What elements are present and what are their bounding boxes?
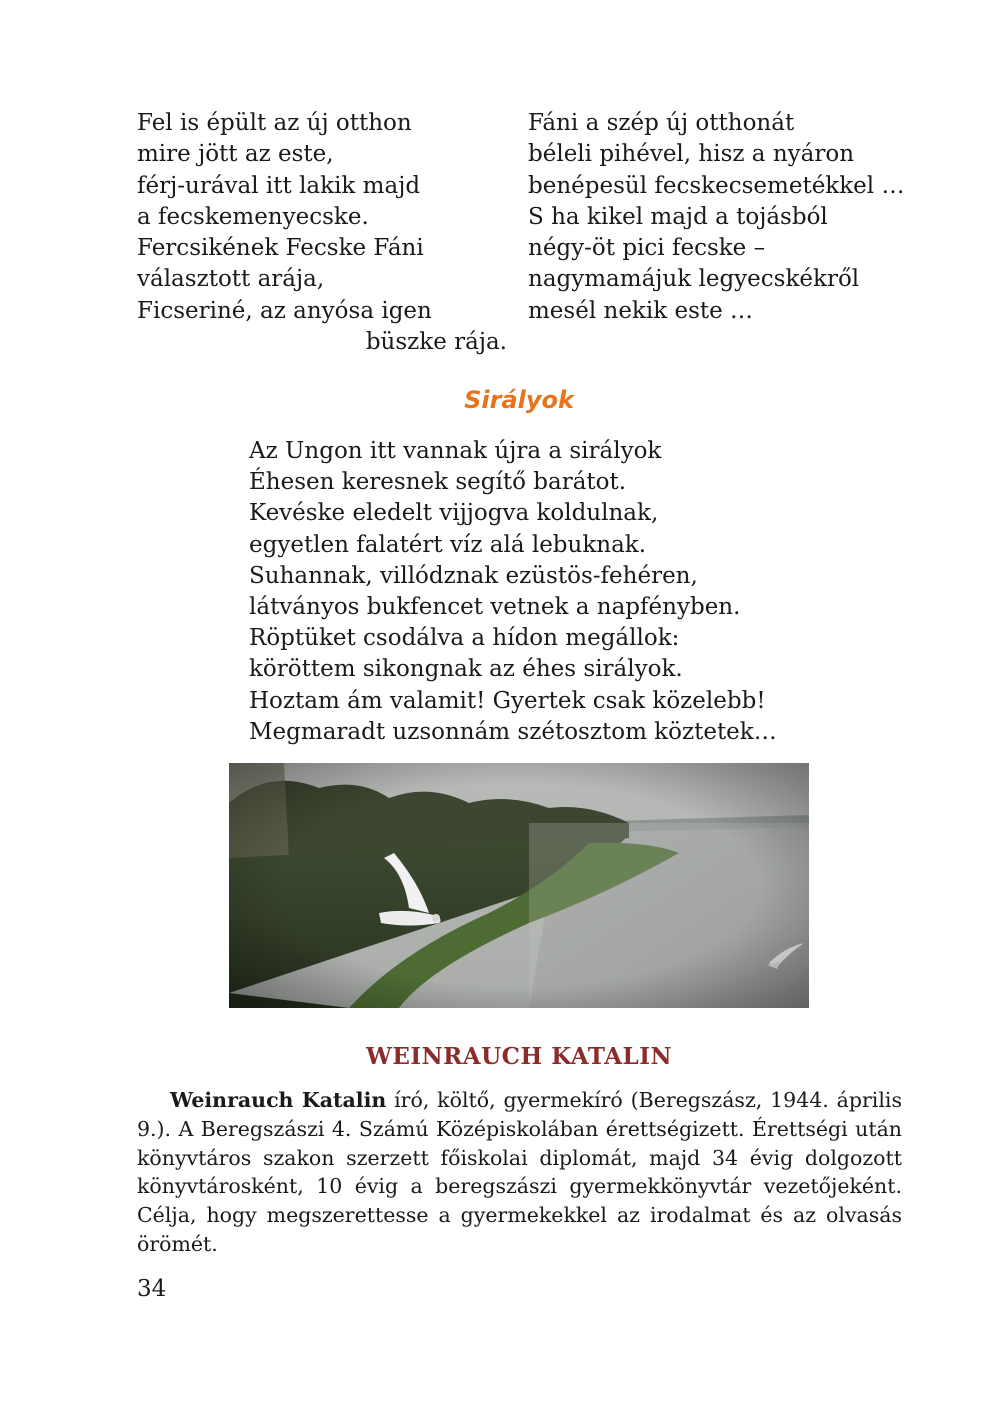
author-bio-text: író, költő, gyermekíró (Beregszász, 1944. április 9.). A Beregszászi 4. Számú Középiskolában érettségizett. Érettségi után könyvtáros szakon szerzett főiskolai diplomát, majd 34 évig dolgozott könyvtárosként, 10 évig a beregszászi gyermekkönyvtár vezetőjeként. Célja, hogy megszerettesse a gyermekekkel az irodalmat és az olvasás örömét. xyxy=(137,1088,902,1256)
poem-line: választott arája, xyxy=(137,266,325,293)
author-name: Weinrauch Katalin xyxy=(170,1088,387,1112)
poem-line: Röptüket csodálva a hídon megállok: xyxy=(249,625,680,652)
poem-line: férj-urával itt lakik majd xyxy=(137,172,421,199)
poem-line: S ha kikel majd a tojásból xyxy=(528,203,828,230)
poem-line: Fáni a szép új otthonát xyxy=(528,110,795,136)
poem-line: Fel is épült az új otthon xyxy=(137,110,412,136)
poem-line: mesél nekik este … xyxy=(528,297,754,324)
poem-line: büszke rája. xyxy=(365,329,507,356)
poem-line: Ficseriné, az anyósa igen xyxy=(137,297,432,324)
poem-line: Az Ungon itt vannak újra a sirályok xyxy=(249,438,662,464)
seagull-river-photo xyxy=(229,763,809,1008)
poem-line: Éhesen keresnek segítő barátot. xyxy=(249,469,627,496)
poem-line: a fecskemenyecske. xyxy=(137,203,369,230)
poem-line: benépesül fecskecsemetékkel … xyxy=(528,172,905,199)
poem-left-column xyxy=(137,108,507,358)
poem-right-column xyxy=(528,108,918,327)
author-heading: WEINRAUCH KATALIN xyxy=(365,1043,672,1070)
poem-line: Hoztam ám valamit! Gyertek csak közelebb! xyxy=(249,687,766,714)
poem-title: Sirályok xyxy=(464,386,574,414)
poem-line: Kevéske eledelt vijjogva koldulnak, xyxy=(249,500,659,527)
poem-line: nagymamájuk legyecskékről xyxy=(528,266,860,293)
poem-line: béleli pihével, hisz a nyáron xyxy=(528,141,855,168)
poem-line: látványos bukfencet vetnek a napfényben. xyxy=(249,594,741,621)
poem-line: mire jött az este, xyxy=(137,141,334,168)
author-bio xyxy=(137,1086,902,1259)
poem-line: Suhannak, villódznak ezüstös-fehéren, xyxy=(249,562,698,589)
poem-line: Megmaradt uzsonnám szétosztom köztetek… xyxy=(249,718,777,745)
poem-line: egyetlen falatért víz alá lebuknak. xyxy=(249,531,647,558)
poem-line: Fercsikének Fecske Fáni xyxy=(137,235,424,262)
seagulls-poem xyxy=(249,436,777,748)
page-number: 34 xyxy=(137,1276,167,1302)
poem-line: négy-öt pici fecske – xyxy=(528,235,766,262)
poem-line: köröttem sikongnak az éhes sirályok. xyxy=(249,656,683,683)
